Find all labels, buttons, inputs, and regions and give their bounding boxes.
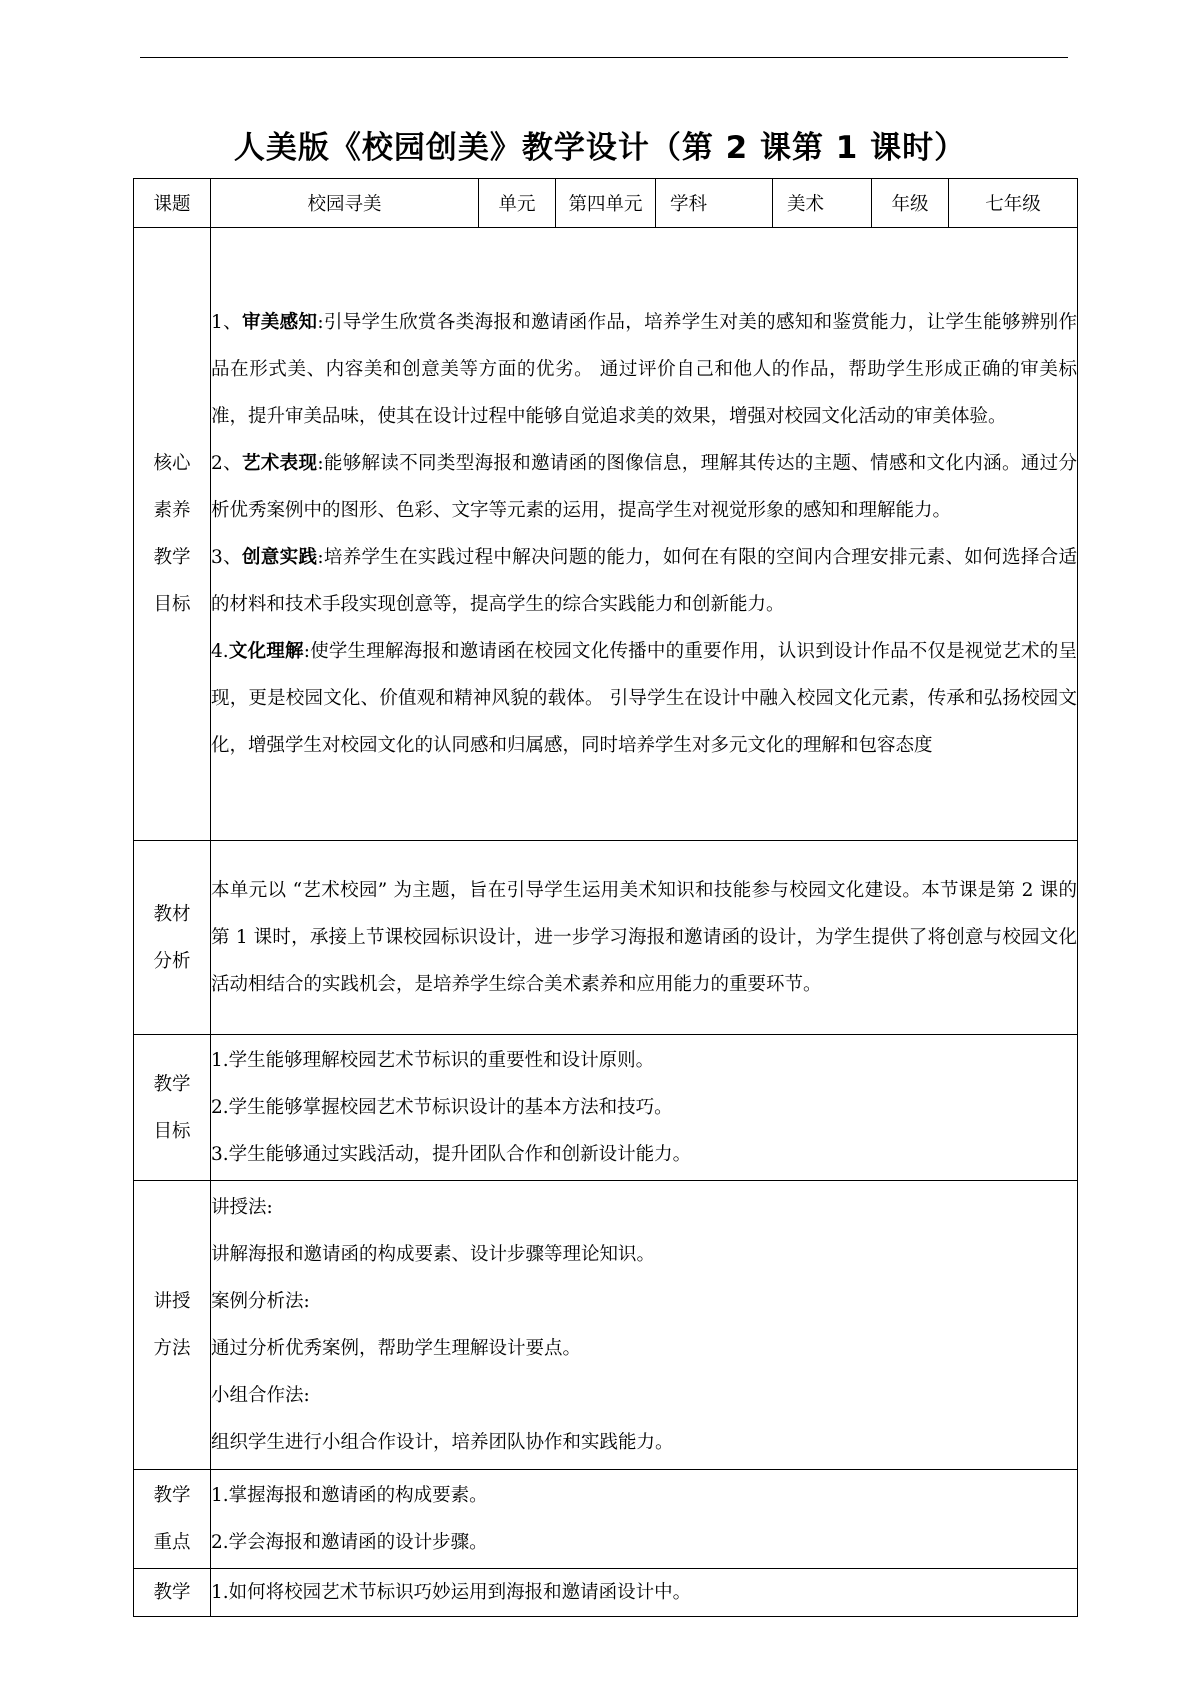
header-row [134,179,1078,228]
topic-label: 课题 [134,179,211,228]
lesson-plan-table [133,178,1078,1617]
difficult-points-row [134,1569,1078,1617]
core-goals-row [134,228,1078,841]
teaching-goals-content [211,1035,1078,1181]
teaching-goals-label: 教学 目标 [134,1035,211,1181]
document-title: 人美版《校园创美》教学设计（第 2 课第 1 课时） [233,130,967,166]
core-goals-label: 核心 素养 教学 目标 [134,228,211,841]
material-analysis-content: 本单元以 “艺术校园” 为主题，旨在引导学生运用美术知识和技能参与校园文化建设。本节课是第 2 课的第 1 课时，承接上节课校园标识设计，进一步学习海报和邀请函的设计，为学生提供了将创意与校园文化活动相结合的实践机会，是培养学生综合美术素养和应用能力的重要环节。 [211,841,1078,1035]
list-item: 2.学生能够掌握校园艺术节标识设计的基本方法和技巧。 [211,1097,673,1118]
list-item: 小组合作法: [211,1385,310,1406]
list-item: 案例分析法: [211,1291,310,1312]
core-goal-item: 4.文化理解:使学生理解海报和邀请函在校园文化传播中的重要作用，认识到设计作品不仅是视觉艺术的呈现，更是校园文化、价值观和精神风貌的载体。 引导学生在设计中融入校园文化元素，传承和弘扬校园文化，增强学生对校园文化的认同感和归属感，同时培养学生对多元文化的理解和包容态度 [211,641,1077,756]
teaching-methods-row [134,1181,1078,1470]
grade-value: 七年级 [949,179,1078,228]
material-analysis-label: 教材 分析 [134,841,211,1035]
core-goals-content [211,228,1078,841]
subject-value: 美术 [773,179,872,228]
difficult-points-content [211,1569,1078,1617]
difficult-points-label: 教学 [134,1569,211,1617]
teaching-methods-content [211,1181,1078,1470]
list-item: 2.学会海报和邀请函的设计步骤。 [211,1532,488,1553]
material-analysis-row [134,841,1078,1035]
list-item: 通过分析优秀案例，帮助学生理解设计要点。 [211,1338,582,1359]
list-item: 3.学生能够通过实践活动，提升团队合作和创新设计能力。 [211,1144,692,1165]
teaching-goals-row [134,1035,1078,1181]
unit-label: 单元 [479,179,556,228]
subject-label: 学科 [656,179,773,228]
key-points-label: 教学 重点 [134,1470,211,1569]
header-rule [140,57,1068,58]
grade-label: 年级 [872,179,949,228]
key-points-content [211,1470,1078,1569]
list-item: 讲授法: [211,1197,273,1218]
list-item: 1.如何将校园艺术节标识巧妙运用到海报和邀请函设计中。 [211,1581,692,1603]
topic-value: 校园寻美 [211,179,479,228]
core-goal-item: 1、审美感知:引导学生欣赏各类海报和邀请函作品，培养学生对美的感知和鉴赏能力，让学生能够辨别作品在形式美、内容美和创意美等方面的优劣。 通过评价自己和他人的作品，帮助学生形成正确的审美标准，提升审美品味，使其在设计过程中能够自觉追求美的效果，增强对校园文化活动的审美体验。 [211,312,1077,427]
key-points-row [134,1470,1078,1569]
core-goal-item: 2、艺术表现:能够解读不同类型海报和邀请函的图像信息，理解其传达的主题、情感和文化内涵。通过分析优秀案例中的图形、色彩、文字等元素的运用，提高学生对视觉形象的感知和理解能力。 [211,453,1077,521]
list-item: 1.学生能够理解校园艺术节标识的重要性和设计原则。 [211,1050,655,1071]
list-item: 1.掌握海报和邀请函的构成要素。 [211,1485,488,1506]
core-goal-item: 3、创意实践:培养学生在实践过程中解决问题的能力，如何在有限的空间内合理安排元素、如何选择合适的材料和技术手段实现创意等，提高学生的综合实践能力和创新能力。 [211,547,1077,615]
unit-value: 第四单元 [556,179,656,228]
list-item: 讲解海报和邀请函的构成要素、设计步骤等理论知识。 [211,1244,656,1265]
teaching-methods-label: 讲授 方法 [134,1181,211,1470]
list-item: 组织学生进行小组合作设计，培养团队协作和实践能力。 [211,1432,674,1453]
